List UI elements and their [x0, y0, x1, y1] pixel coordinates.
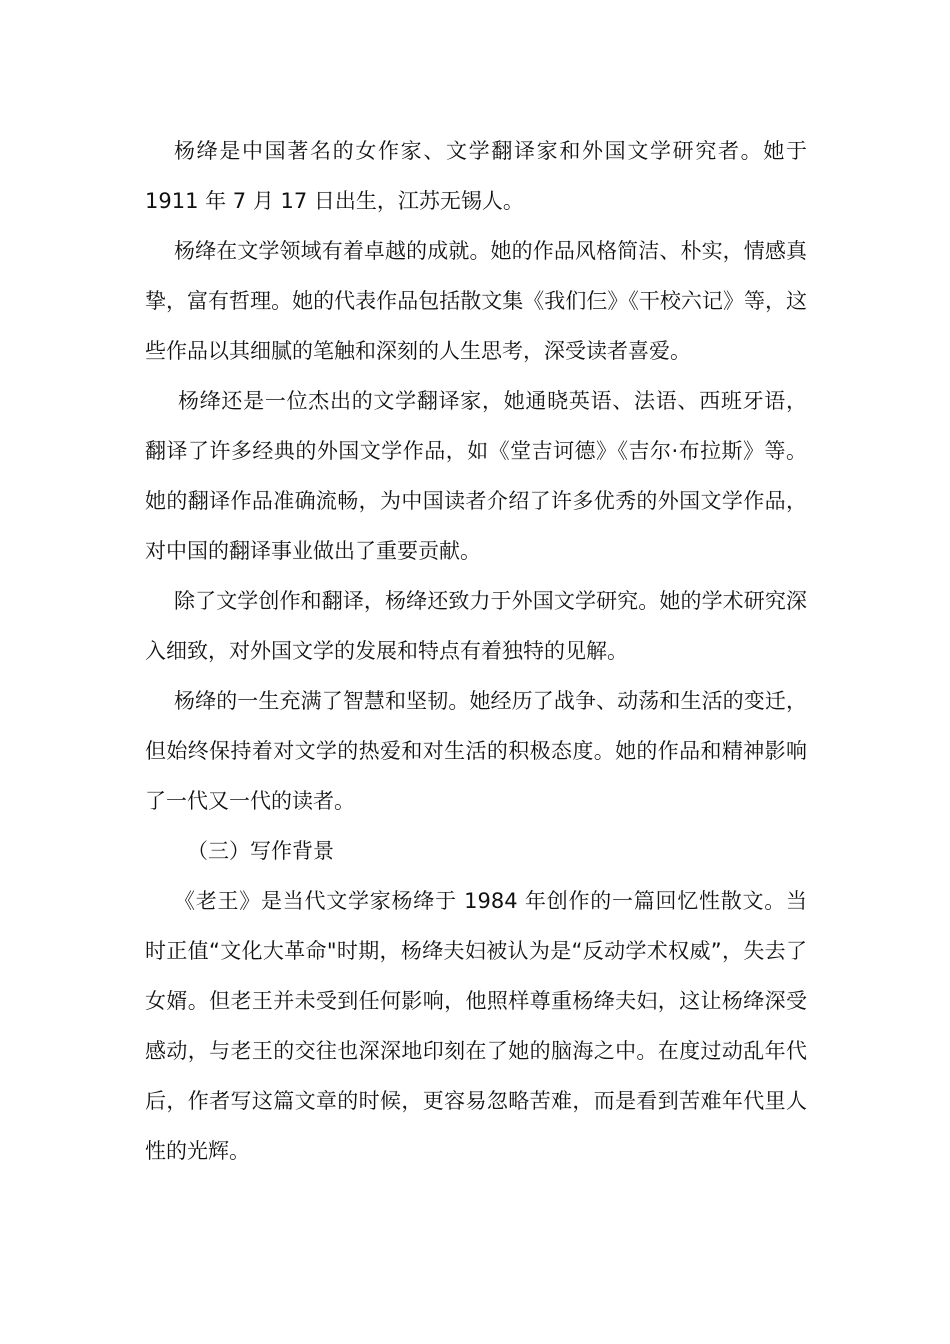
document-body	[145, 126, 807, 1176]
paragraph-writing-background: 《老王》是当代文学家杨绛于 1984 年创作的一篇回忆性散文。当时正值“文化大革命"时期，杨绛夫妇被认为是“反动学术权威”，失去了女婿。但老王并未受到任何影响，他照样尊重杨绛夫妇，这让杨绛深受感动，与老王的交往也深深地印刻在了她的脑海之中。在度过动乱年代后，作者写这篇文章的时候，更容易忽略苦难，而是看到苦难年代里人性的光辉。	[145, 889, 807, 1163]
paragraph-translation: 杨绛还是一位杰出的文学翻译家，她通晓英语、法语、西班牙语，翻译了许多经典的外国文学作品，如《堂吉诃德》《吉尔·布拉斯》等。她的翻译作品准确流畅，为中国读者介绍了许多优秀的外国文学作品，对中国的翻译事业做出了重要贡献。	[145, 389, 807, 563]
paragraph-life: 杨绛的一生充满了智慧和坚韧。她经历了战争、动荡和生活的变迁，但始终保持着对文学的热爱和对生活的积极态度。她的作品和精神影响了一代又一代的读者。	[145, 689, 807, 813]
paragraph-intro: 杨绛是中国著名的女作家、文学翻译家和外国文学研究者。她于1911 年 7 月 17 日出生，江苏无锡人。	[145, 139, 807, 213]
section-heading: （三）写作背景	[187, 839, 334, 863]
paragraph-research: 除了文学创作和翻译，杨绛还致力于外国文学研究。她的学术研究深入细致，对外国文学的发展和特点有着独特的见解。	[145, 589, 807, 663]
paragraph-literary-achievement: 杨绛在文学领域有着卓越的成就。她的作品风格简洁、朴实，情感真挚，富有哲理。她的代表作品包括散文集《我们仨》《干校六记》等，这些作品以其细腻的笔触和深刻的人生思考，深受读者喜爱。	[145, 239, 807, 363]
